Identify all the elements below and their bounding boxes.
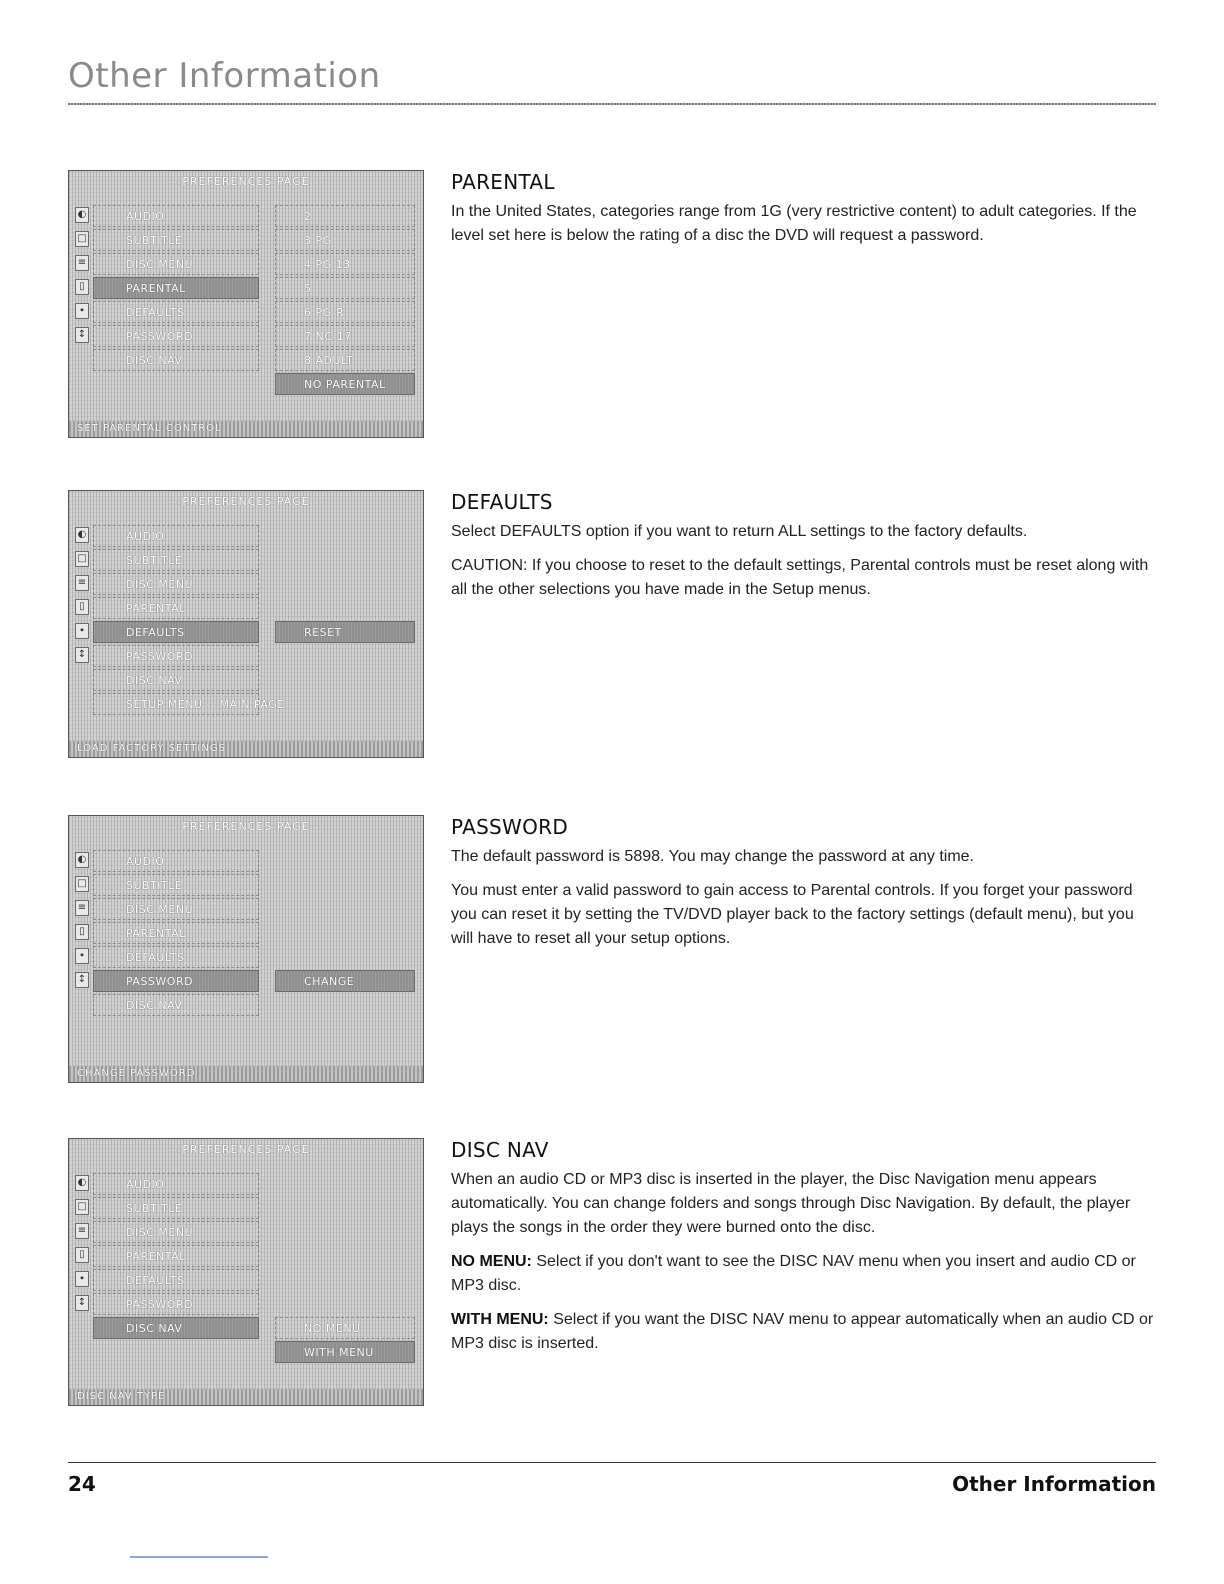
osd-menu-item[interactable]: DISC MENU — [93, 898, 259, 920]
osd-icon-column — [75, 852, 93, 996]
header-divider — [68, 103, 1156, 105]
osd-screenshot — [68, 170, 424, 438]
osd-icon-column — [75, 1175, 93, 1319]
osd-menu-item[interactable]: SUBTITLE — [93, 1197, 259, 1219]
osd-status-bar: DISC NAV TYPE — [69, 1389, 423, 1405]
osd-screenshot — [68, 1138, 424, 1406]
parental-icon: ▯ — [75, 924, 89, 940]
section-paragraph — [451, 845, 1156, 869]
section-paragraph — [451, 200, 1156, 248]
defaults-icon: ∙ — [75, 1271, 89, 1287]
paragraph-text: You must enter a valid password to gain access to Parental controls. If you forget your password you can reset it by setting the TV/DVD player back to the factory settings (default menu), but you will have to reset all your setup options. — [451, 882, 1134, 947]
paragraph-text: CAUTION: If you choose to reset to the default settings, Parental controls must be reset along with all the other selections you have made in the Setup menus. — [451, 557, 1149, 598]
osd-menu-item[interactable]: DEFAULTS — [93, 1269, 259, 1291]
parental-icon: ▯ — [75, 599, 89, 615]
osd-screenshot — [68, 490, 424, 758]
osd-menu-left — [93, 525, 285, 717]
osd-menu-item[interactable]: AUDIO — [93, 205, 259, 227]
paragraph-text: The default password is 5898. You may change the password at any time. — [451, 848, 974, 865]
osd-menu-item[interactable]: AUDIO — [93, 1173, 259, 1195]
osd-status-bar: LOAD FACTORY SETTINGS — [69, 741, 423, 757]
section-paragraph — [451, 1308, 1156, 1356]
osd-icon-column — [75, 207, 93, 351]
osd-option-item[interactable]: RESET — [275, 621, 415, 643]
osd-option-item[interactable]: NO PARENTAL — [275, 373, 415, 395]
osd-option-item — [275, 1269, 415, 1291]
osd-option-item — [275, 1293, 415, 1315]
footer-divider — [68, 1462, 1156, 1463]
section-heading: DISC NAV — [451, 1138, 549, 1162]
osd-menu-item[interactable]: PARENTAL — [93, 597, 259, 619]
osd-option-item[interactable]: 7 NC-17 — [275, 325, 415, 347]
osd-menu-options — [275, 1173, 415, 1365]
osd-option-item — [275, 1173, 415, 1195]
subtitle-icon: □ — [75, 551, 89, 567]
paragraph-text: Select DEFAULTS option if you want to return ALL settings to the factory defaults. — [451, 523, 1028, 540]
audio-icon: ◐ — [75, 852, 89, 868]
osd-menu-item[interactable]: DISC NAV — [93, 994, 259, 1016]
osd-menu-item[interactable]: DISC MENU — [93, 253, 259, 275]
osd-menu-left — [93, 205, 259, 373]
osd-menu-item[interactable]: PARENTAL — [93, 277, 259, 299]
osd-option-item[interactable]: 3 PG — [275, 229, 415, 251]
bottom-edge-mark — [130, 1556, 268, 1558]
audio-icon: ◐ — [75, 527, 89, 543]
osd-option-item[interactable]: WITH MENU — [275, 1341, 415, 1363]
parental-icon: ▯ — [75, 1247, 89, 1263]
section-content — [451, 1138, 1156, 1366]
osd-status-bar: SET PARENTAL CONTROL — [69, 421, 423, 437]
password-icon: ↕ — [75, 972, 89, 988]
osd-option-item — [275, 874, 415, 896]
osd-menu-item[interactable]: DISC MENU — [93, 1221, 259, 1243]
osd-menu-item[interactable]: DISC NAV — [93, 349, 259, 371]
defaults-icon: ∙ — [75, 948, 89, 964]
paragraph-label: WITH MENU: — [451, 1311, 549, 1328]
osd-menu-item[interactable]: PASSWORD — [93, 325, 259, 347]
osd-menu-left — [93, 1173, 259, 1341]
audio-icon: ◐ — [75, 1175, 89, 1191]
section-paragraph — [451, 520, 1156, 544]
osd-option-item — [275, 1245, 415, 1267]
audio-icon: ◐ — [75, 207, 89, 223]
subtitle-icon: □ — [75, 1199, 89, 1215]
footer-section-title: Other Information — [952, 1472, 1156, 1496]
osd-menu-item[interactable]: DEFAULTS — [93, 621, 259, 643]
disc-menu-icon: ≡ — [75, 575, 89, 591]
osd-menu-options — [275, 850, 415, 994]
osd-option-item — [275, 573, 415, 595]
osd-option-item[interactable]: 8 ADULT — [275, 349, 415, 371]
section-content — [451, 170, 1156, 258]
osd-option-item — [275, 922, 415, 944]
osd-option-item — [275, 898, 415, 920]
section-content — [451, 490, 1156, 612]
subtitle-icon: □ — [75, 876, 89, 892]
osd-menu-item[interactable]: AUDIO — [93, 525, 259, 547]
defaults-icon: ∙ — [75, 303, 89, 319]
section-heading: PASSWORD — [451, 815, 569, 839]
defaults-icon: ∙ — [75, 623, 89, 639]
osd-option-item — [275, 549, 415, 571]
osd-menu-options — [275, 205, 415, 397]
osd-menu-item[interactable]: PASSWORD — [93, 1293, 259, 1315]
osd-menu-item[interactable]: DISC NAV — [93, 669, 259, 691]
section-paragraph — [451, 1168, 1156, 1240]
osd-option-item — [275, 525, 415, 547]
osd-option-item — [275, 1221, 415, 1243]
osd-menu-item[interactable]: DISC NAV — [93, 1317, 259, 1339]
footer-page-number: 24 — [68, 1472, 96, 1496]
osd-menu-item[interactable]: SETUP MENU -- MAIN PAGE — [93, 693, 259, 715]
paragraph-label: NO MENU: — [451, 1253, 532, 1270]
osd-option-item — [275, 946, 415, 968]
osd-page-title: -- PREFERENCES PAGE -- — [167, 1143, 325, 1156]
osd-status-bar: CHANGE PASSWORD — [69, 1066, 423, 1082]
paragraph-text: Select if you want the DISC NAV menu to appear automatically when an audio CD or MP3 disc is inserted. — [451, 1311, 1154, 1352]
osd-option-item[interactable]: CHANGE — [275, 970, 415, 992]
password-icon: ↕ — [75, 647, 89, 663]
parental-icon: ▯ — [75, 279, 89, 295]
osd-menu-left — [93, 850, 259, 1018]
subtitle-icon: □ — [75, 231, 89, 247]
paragraph-text: Select if you don't want to see the DISC NAV menu when you insert and audio CD or MP3 disc. — [451, 1253, 1136, 1294]
disc-menu-icon: ≡ — [75, 1223, 89, 1239]
osd-page-title: -- PREFERENCES PAGE -- — [167, 820, 325, 833]
osd-menu-item[interactable]: PASSWORD — [93, 970, 259, 992]
osd-menu-item[interactable]: SUBTITLE — [93, 229, 259, 251]
osd-icon-column — [75, 527, 93, 671]
osd-page-title: -- PREFERENCES PAGE -- — [167, 495, 325, 508]
osd-option-item — [275, 597, 415, 619]
osd-menu-item[interactable]: SUBTITLE — [93, 549, 259, 571]
osd-option-item — [275, 850, 415, 872]
osd-option-item[interactable]: 6 PG-R — [275, 301, 415, 323]
osd-menu-item[interactable]: DEFAULTS — [93, 946, 259, 968]
section-content — [451, 815, 1156, 961]
paragraph-text: When an audio CD or MP3 disc is inserted in the player, the Disc Navigation menu appears automatically. You can change folders and songs through Disc Navigation. By default, the player plays the songs in the order they were burned onto the disc. — [451, 1171, 1131, 1236]
osd-menu-item[interactable]: SUBTITLE — [93, 874, 259, 896]
paragraph-text: In the United States, categories range from 1G (very restrictive content) to adult categories. If the level set here is below the rating of a disc the DVD will request a password. — [451, 203, 1137, 244]
osd-option-item[interactable]: 4 PG 13 — [275, 253, 415, 275]
section-heading: DEFAULTS — [451, 490, 553, 514]
osd-option-item[interactable]: 2 — [275, 205, 415, 227]
osd-menu-item[interactable]: DISC MENU — [93, 573, 259, 595]
osd-option-item[interactable]: 5 — [275, 277, 415, 299]
osd-menu-options — [275, 525, 415, 645]
section-paragraph — [451, 554, 1156, 602]
osd-screenshot — [68, 815, 424, 1083]
password-icon: ↕ — [75, 327, 89, 343]
osd-option-item[interactable]: NO MENU — [275, 1317, 415, 1339]
disc-menu-icon: ≡ — [75, 900, 89, 916]
osd-option-item — [275, 1197, 415, 1219]
disc-menu-icon: ≡ — [75, 255, 89, 271]
page-header-title: Other Information — [68, 56, 381, 96]
osd-page-title: -- PREFERENCES PAGE -- — [167, 175, 325, 188]
osd-menu-item[interactable]: AUDIO — [93, 850, 259, 872]
osd-menu-item[interactable]: PASSWORD — [93, 645, 259, 667]
section-heading: PARENTAL — [451, 170, 555, 194]
osd-menu-item[interactable]: PARENTAL — [93, 922, 259, 944]
section-paragraph — [451, 1250, 1156, 1298]
section-paragraph — [451, 879, 1156, 951]
osd-menu-item[interactable]: PARENTAL — [93, 1245, 259, 1267]
password-icon: ↕ — [75, 1295, 89, 1311]
osd-menu-item[interactable]: DEFAULTS — [93, 301, 259, 323]
